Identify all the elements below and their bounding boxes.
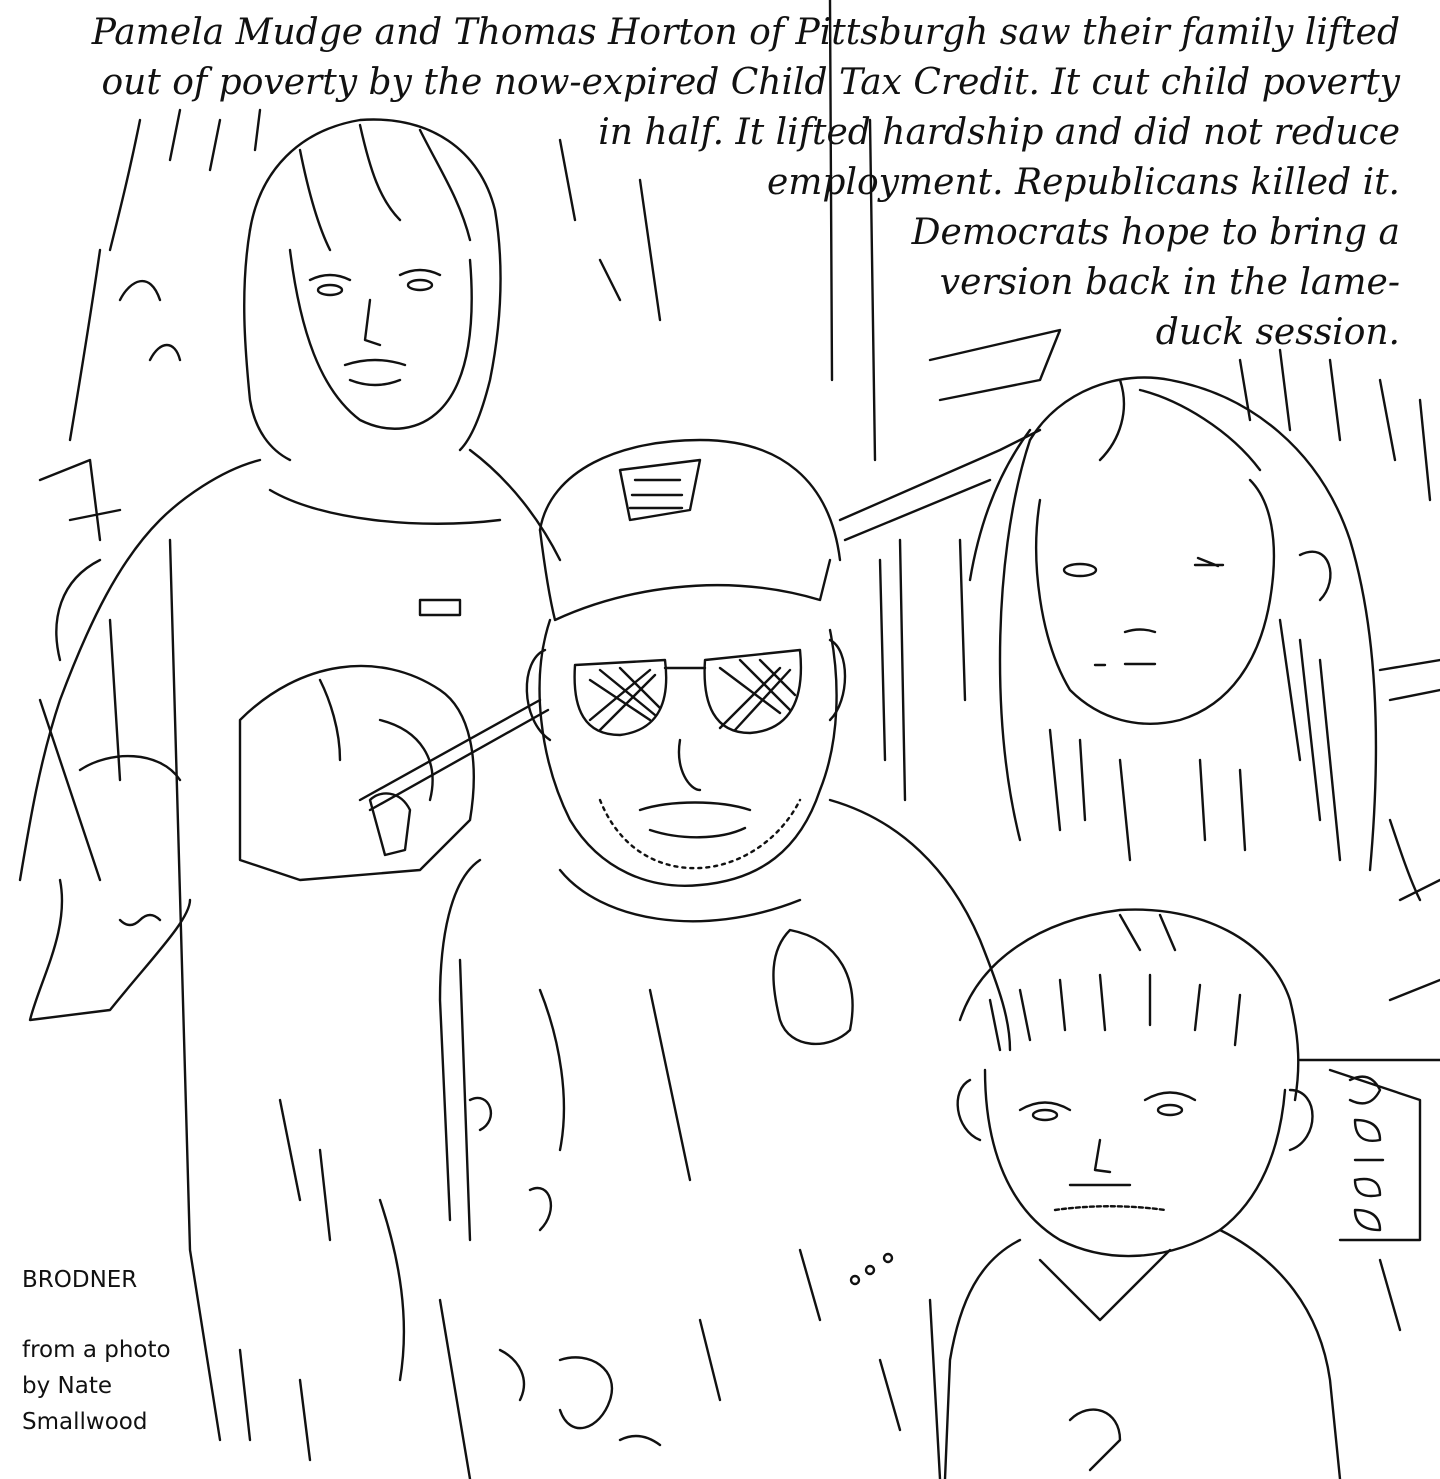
caption-line-4: employment. Republicans killed it. xyxy=(766,162,1400,203)
caption-line-1: Pamela Mudge and Thomas Horton of Pittsburgh saw their family lifted xyxy=(91,12,1400,53)
sketch-hatching xyxy=(120,281,1420,1460)
artist-credit xyxy=(22,1262,171,1440)
artist-signature: BRODNER xyxy=(22,1267,138,1293)
boy-figure xyxy=(945,910,1340,1479)
caption-line-5: Democrats hope to bring a xyxy=(911,212,1400,253)
shirt-lettering-art xyxy=(1350,1077,1383,1230)
caption-line-6: version back in the lame- xyxy=(939,262,1400,303)
photo-credit-line-1: from a photo xyxy=(22,1337,171,1363)
caption-line-3: in half. It lifted hardship and did not reduce xyxy=(598,112,1400,153)
caption-line-7: duck session. xyxy=(1155,312,1400,353)
editorial-caption xyxy=(40,8,1400,358)
photo-credit-line-3: Smallwood xyxy=(22,1409,148,1435)
photo-credit-line-2: by Nate xyxy=(22,1373,112,1399)
man-figure xyxy=(360,440,1010,1479)
caption-line-2: out of poverty by the now-expired Child Tax Credit. It cut child poverty xyxy=(101,62,1400,103)
girl-figure xyxy=(970,378,1376,871)
